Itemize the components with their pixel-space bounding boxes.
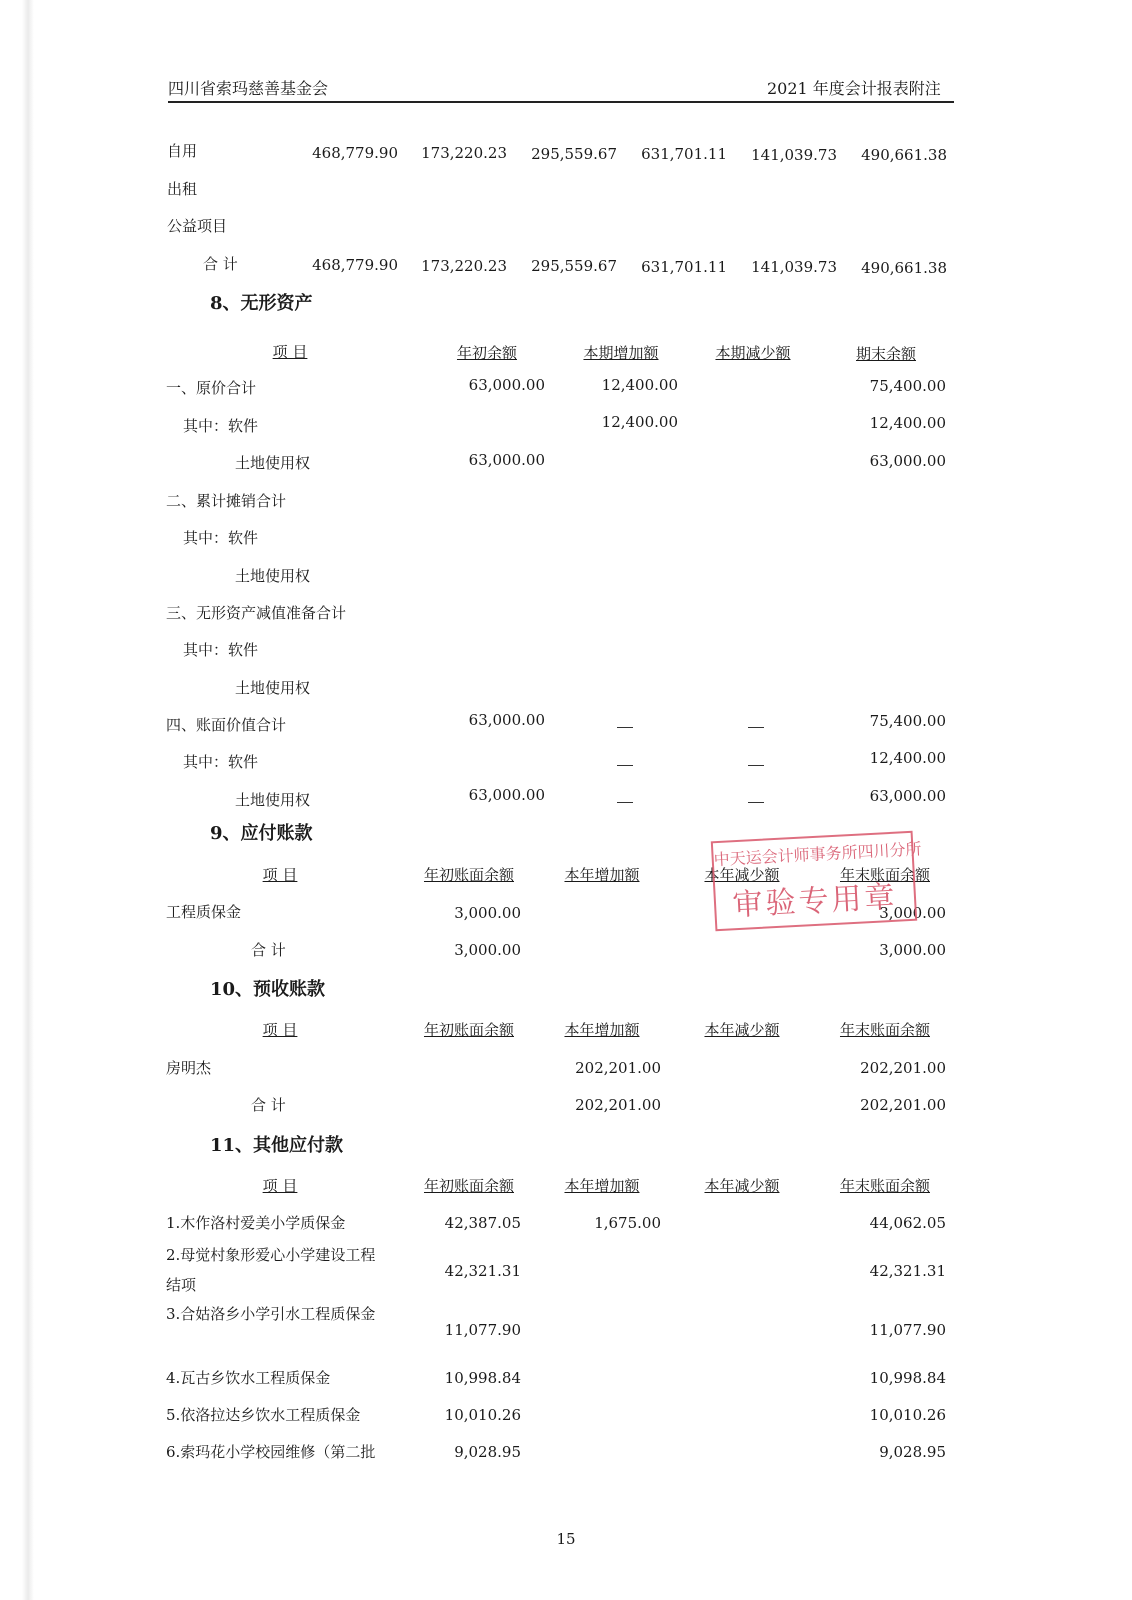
section-title: 8、无形资产 xyxy=(210,293,313,314)
empty-dash xyxy=(617,727,633,728)
table-cell: 10,998.84 xyxy=(869,1369,946,1387)
table-row-label: 二、累计摊销合计 xyxy=(166,492,287,510)
table-cell: 202,201.00 xyxy=(575,1096,661,1114)
table-cell: 63,000.00 xyxy=(468,711,545,729)
header-org: 四川省索玛慈善基金会 xyxy=(168,79,329,98)
table-cell: 295,559.67 xyxy=(531,145,617,163)
stamp-line-1: 中天运会计师事务所四川分所 xyxy=(713,839,922,870)
table-row-label: 其中：软件 xyxy=(183,417,259,435)
column-header: 本年增加额 xyxy=(564,866,640,884)
table-row-label: 自用 xyxy=(167,142,198,160)
section-title: 11、其他应付款 xyxy=(210,1135,344,1156)
table-cell: 173,220.23 xyxy=(421,257,507,275)
table-row-label: 3.合姑洛乡小学引水工程质保金 xyxy=(166,1305,376,1323)
table-cell: 10,010.26 xyxy=(869,1406,946,1424)
table-row-label: 三、无形资产减值准备合计 xyxy=(166,604,347,622)
table-row-label: 土地使用权 xyxy=(235,454,311,472)
table-cell: 3,000.00 xyxy=(879,941,946,959)
table-row-label: 其中：软件 xyxy=(183,529,259,547)
column-header: 项 目 xyxy=(262,1021,298,1039)
table-cell: 75,400.00 xyxy=(869,377,946,395)
table-row-label: 合 计 xyxy=(251,941,286,959)
column-header: 年末账面余额 xyxy=(839,866,930,884)
empty-dash xyxy=(617,765,633,766)
column-header: 本年增加额 xyxy=(564,1177,640,1195)
table-row-label: 一、原价合计 xyxy=(166,379,257,397)
column-header: 年初账面余额 xyxy=(423,866,514,884)
section-title: 10、预收账款 xyxy=(210,979,326,1000)
table-row-label: 2.母觉村象形爱心小学建设工程结项 xyxy=(166,1246,376,1294)
table-cell: 3,000.00 xyxy=(454,941,521,959)
table-cell: 631,701.11 xyxy=(641,145,727,163)
table-cell: 11,077.90 xyxy=(444,1321,521,1339)
table-row-label: 土地使用权 xyxy=(235,567,311,585)
table-row-label: 4.瓦古乡饮水工程质保金 xyxy=(166,1369,331,1387)
table-row-label: 5.依洛拉达乡饮水工程质保金 xyxy=(166,1406,361,1424)
empty-dash xyxy=(748,802,764,803)
table-row-label: 合 计 xyxy=(251,1096,286,1114)
table-cell: 10,998.84 xyxy=(444,1369,521,1387)
column-header: 项 目 xyxy=(262,1177,298,1195)
table-cell: 12,400.00 xyxy=(601,376,678,394)
table-cell: 295,559.67 xyxy=(531,257,617,275)
audit-stamp xyxy=(711,831,922,931)
table-row-label: 工程质保金 xyxy=(166,903,242,921)
column-header: 年末账面余额 xyxy=(839,1021,930,1039)
table-row-label: 1.木作洛村爱美小学质保金 xyxy=(166,1214,346,1232)
column-header: 年初账面余额 xyxy=(423,1177,514,1195)
column-header: 年初账面余额 xyxy=(423,1021,514,1039)
table-cell: 11,077.90 xyxy=(869,1321,946,1339)
column-header: 本年减少额 xyxy=(704,1177,780,1195)
column-header: 期末余额 xyxy=(855,345,916,363)
table-cell: 44,062.05 xyxy=(869,1214,946,1232)
table-cell: 12,400.00 xyxy=(869,414,946,432)
table-cell: 75,400.00 xyxy=(869,712,946,730)
stamp-line-2: 审验专用章 xyxy=(731,879,899,924)
table-cell: 42,321.31 xyxy=(444,1262,521,1280)
table-cell: 468,779.90 xyxy=(312,256,398,274)
table-cell: 12,400.00 xyxy=(601,413,678,431)
table-cell: 1,675.00 xyxy=(594,1214,661,1232)
table-cell: 9,028.95 xyxy=(879,1443,946,1461)
table-cell: 631,701.11 xyxy=(641,258,727,276)
table-cell: 490,661.38 xyxy=(861,259,947,277)
empty-dash xyxy=(748,727,764,728)
table-cell: 202,201.00 xyxy=(860,1096,946,1114)
table-cell: 12,400.00 xyxy=(869,749,946,767)
table-row-label: 其中：软件 xyxy=(183,753,259,771)
column-header: 年末账面余额 xyxy=(839,1177,930,1195)
table-cell: 141,039.73 xyxy=(751,146,837,164)
table-row-label: 土地使用权 xyxy=(235,791,311,809)
section-title: 9、应付账款 xyxy=(210,823,313,844)
table-cell: 3,000.00 xyxy=(454,904,521,922)
table-cell: 3,000.00 xyxy=(879,904,946,922)
table-cell: 202,201.00 xyxy=(575,1059,661,1077)
empty-dash xyxy=(617,802,633,803)
column-header: 本年增加额 xyxy=(564,1021,640,1039)
column-header: 年初余额 xyxy=(456,344,517,362)
scan-edge-shadow xyxy=(22,0,34,1600)
table-cell: 202,201.00 xyxy=(860,1059,946,1077)
table-cell: 63,000.00 xyxy=(869,452,946,470)
table-cell: 173,220.23 xyxy=(421,144,507,162)
table-row-label: 6.索玛花小学校园维修（第二批 xyxy=(166,1443,376,1461)
column-header: 项 目 xyxy=(272,343,308,361)
empty-dash xyxy=(748,765,764,766)
table-row-label: 合 计 xyxy=(203,255,238,273)
table-row-label: 出租 xyxy=(167,180,198,198)
header-report-title: 2021 年度会计报表附注 xyxy=(767,79,941,98)
table-cell: 141,039.73 xyxy=(751,258,837,276)
table-row-label: 房明杰 xyxy=(166,1059,212,1077)
table-cell: 42,321.31 xyxy=(869,1262,946,1280)
table-row-label: 公益项目 xyxy=(167,217,228,235)
header-rule xyxy=(168,101,954,103)
table-cell: 63,000.00 xyxy=(468,451,545,469)
column-header: 本期增加额 xyxy=(583,344,659,362)
table-cell: 63,000.00 xyxy=(869,787,946,805)
table-row-label: 其中：软件 xyxy=(183,641,259,659)
table-cell: 9,028.95 xyxy=(454,1443,521,1461)
column-header: 本期减少额 xyxy=(715,344,791,362)
column-header: 项 目 xyxy=(262,866,298,884)
table-cell: 42,387.05 xyxy=(444,1214,521,1232)
table-cell: 63,000.00 xyxy=(468,786,545,804)
table-cell: 468,779.90 xyxy=(312,144,398,162)
table-cell: 10,010.26 xyxy=(444,1406,521,1424)
table-cell: 490,661.38 xyxy=(861,146,947,164)
page-number: 15 xyxy=(556,1530,576,1548)
table-cell: 63,000.00 xyxy=(468,376,545,394)
table-row-label: 四、账面价值合计 xyxy=(166,716,287,734)
column-header: 本年减少额 xyxy=(704,1021,780,1039)
column-header: 本年减少额 xyxy=(704,866,780,884)
table-row-label: 土地使用权 xyxy=(235,679,311,697)
